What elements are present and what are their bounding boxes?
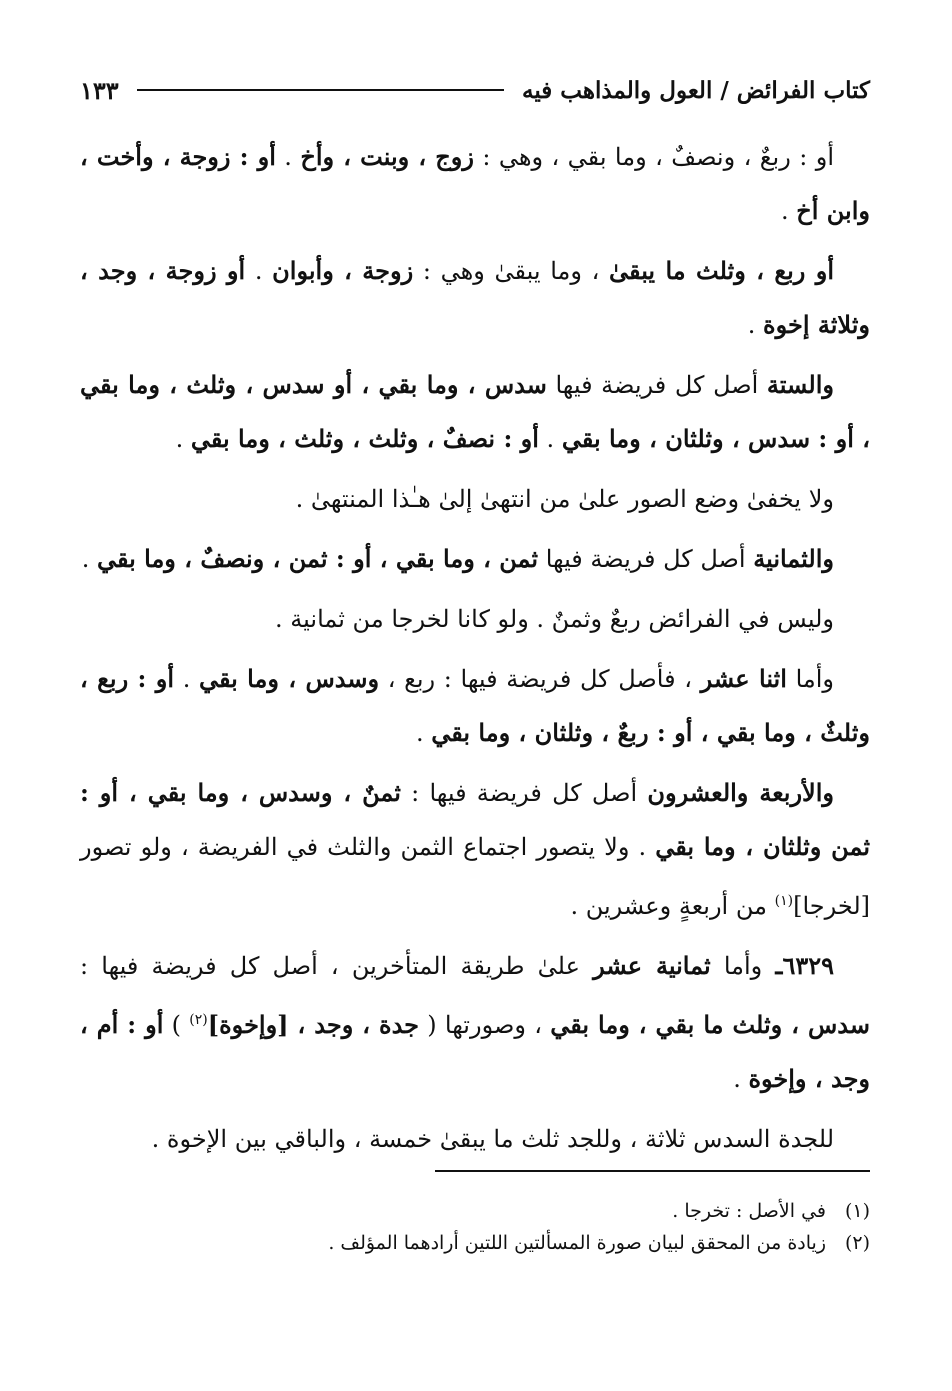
paragraph [80,652,870,760]
text-run: للجدة السدس ثلاثة ، وللجد ثلث ما يبقىٰ خمسة ، والباقي بين الإخوة . [151,1125,834,1153]
text-run: . [81,545,97,573]
paragraph [80,472,870,526]
bold-run: والأربعة والعشرون [647,778,834,807]
bold-run: ثمنٌ ، وسدس ، وما بقي ، أو : ثمن وثلثان ، وما بقي [80,778,871,861]
bold-run: وسدس ، وما بقي [198,664,380,693]
paragraph [80,1112,870,1166]
text-run: ولا يخفىٰ وضع الصور علىٰ من انتهىٰ إلىٰ هـٰذا المنتهىٰ . [295,485,834,513]
bold-run: أو : زوجة ، وأخت ، وابن أخ [80,142,870,225]
bold-run: أو زوجة ، وجد ، وثلاثة إخوة [80,256,870,339]
bold-run: زوج ، وبنت ، وأخ [300,142,474,171]
page-number: ١٣٣ [80,75,119,105]
text-run: وأما [786,665,834,693]
bold-run: جدة ، وجد ، [وإخوة] [207,1010,420,1039]
text-run: ) [163,1011,190,1039]
text-run: . [733,1065,749,1093]
text-run: من أربعةٍ وعشرين . [570,892,775,920]
bold-run: سدس ، وثلث ما بقي ، وما بقي [550,1010,871,1039]
bold-run: والثمانية [753,544,834,573]
bold-run: أو ربع ، وثلث ما يبقىٰ [609,256,835,285]
text-run: أصل كل فريضة فيها [546,371,767,399]
running-header [80,70,870,110]
text-run: أصل كل فريضة فيها : [400,779,648,807]
footnote-text: في الأصل : تخرجا . [672,1200,826,1222]
text-run: أصل كل فريضة فيها [538,545,754,573]
book-page [80,60,870,1360]
entry-number: ٦٣٢٩ـ [775,951,835,980]
text-run: ، وما يبقىٰ وهي : [413,257,610,285]
text-run: . [781,197,797,225]
text-run: . [747,311,764,339]
paragraph [80,939,870,1106]
paragraph [80,766,870,933]
paragraph [80,244,870,352]
text-run: . [175,425,191,453]
footnote-rule [435,1170,870,1172]
text-run: علىٰ طريقة المتأخرين ، أصل كل فريضة فيها : [80,952,594,980]
bold-run: زوجة ، وأبوان [272,256,414,285]
footnote [80,1227,870,1259]
footnote-number: (٢) [844,1232,870,1254]
text-run: ، فأصل كل فريضة فيها : ربع ، [379,665,701,693]
footnotes [80,1195,870,1259]
paragraph [80,130,870,238]
paragraph [80,358,870,466]
bold-run: ثمن ، وما بقي ، أو : ثمن ، ونصفٌ ، وما بقي [96,544,539,573]
bold-run: أو : أم ، وجد ، وإخوة [80,1010,870,1093]
footnote-text: زيادة من المحقق لبيان صورة المسألتين اللتين أرادهما المؤلف . [328,1232,826,1254]
bold-run: والستة [766,370,834,399]
main-text [80,130,870,1172]
text-run: . [275,143,301,171]
text-run: . [174,665,199,693]
text-run: . [245,257,273,285]
text-run: ، وصورتها ( [419,1011,551,1039]
text-run: . ولا يتصور اجتماع الثمن والثلث في الفريضة ، ولو تصور [لخرجا] [80,833,870,920]
text-run: وليس في الفرائض ربعٌ وثمنٌ . ولو كانا لخرجا من ثمانية . [275,605,834,633]
bold-run: ثمانية عشر [593,951,711,980]
text-run: . [538,425,562,453]
footnote-ref: (١) [774,893,794,909]
footnote-ref: (٢) [189,1012,208,1028]
bold-run: سدس ، وما بقي ، أو سدس ، وثلث ، وما بقي ، أو : سدس ، وثلثان ، وما بقي [80,370,870,453]
text-run: . [415,719,432,747]
paragraph [80,592,870,646]
running-title: كتاب الفرائض / العول والمذاهب فيه [521,76,870,104]
bold-run: اثنا عشر [700,664,787,693]
text-run: أو : ربعٌ ، ونصفٌ ، وما بقي ، وهي : [473,143,834,171]
bold-run: أو : نصفٌ ، وثلث ، وثلث ، وما بقي [190,424,539,453]
paragraph [80,532,870,586]
bold-run: أو : ربع ، وثلثٌ ، وما بقي ، أو : ربعٌ ، وثلثان ، وما بقي [80,664,870,747]
text-run: وأما [710,952,776,980]
footnote-number: (١) [844,1200,870,1222]
header-rule [137,89,504,91]
footnote [80,1195,870,1227]
